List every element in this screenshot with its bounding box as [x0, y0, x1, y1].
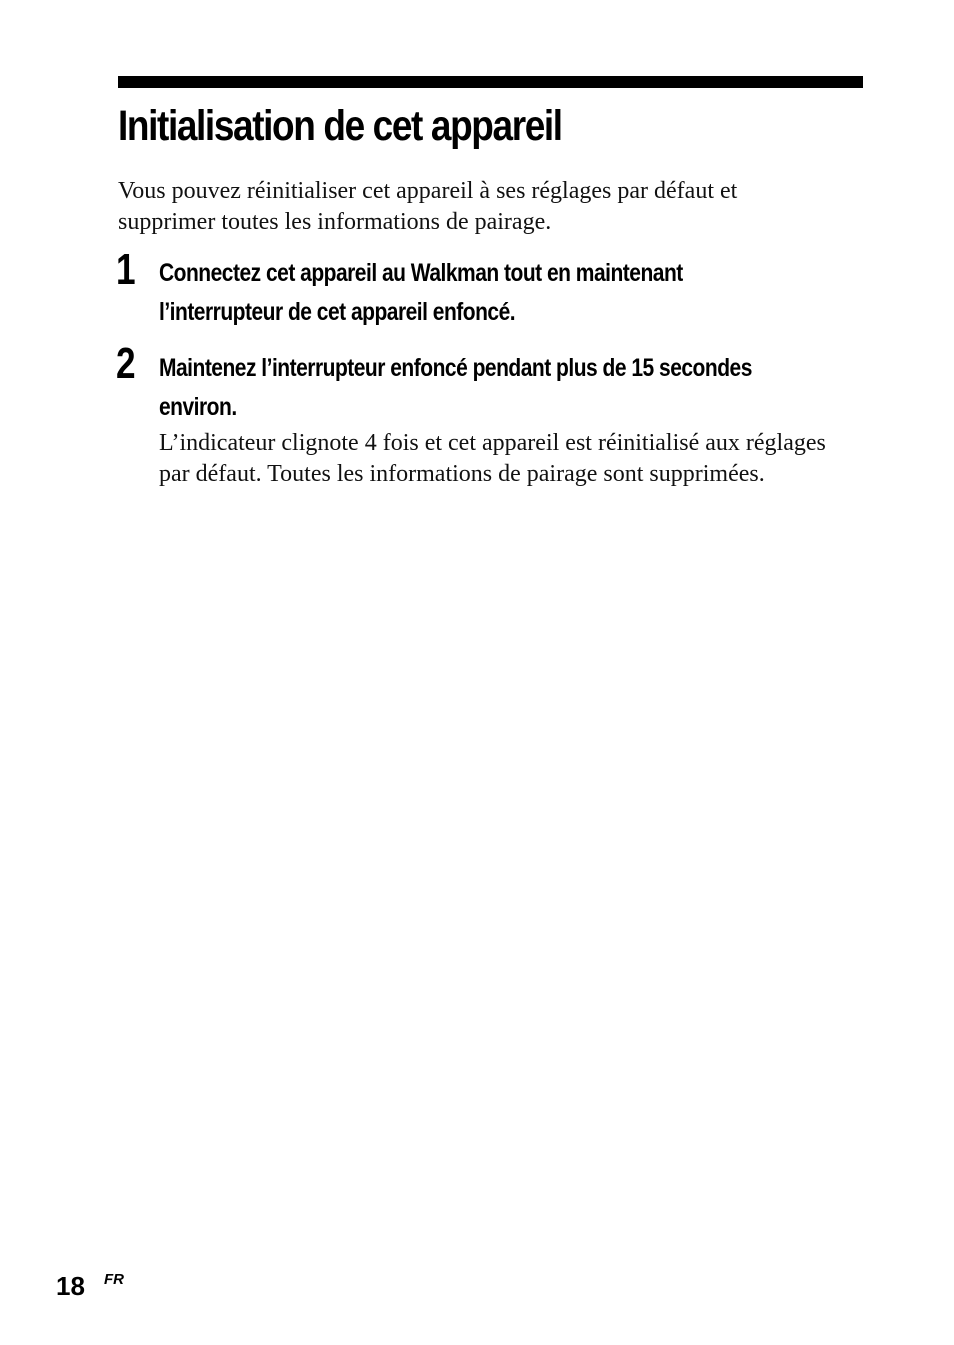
intro-paragraph: Vous pouvez réinitialiser cet appareil à ses réglages par défaut et supprimer toutes les informations de pairage.: [118, 178, 738, 235]
step-2-description: L’indicateur clignote 4 fois et cet appareil est réinitialisé aux réglages par défaut. Toutes les informations de pairage sont supprimées.: [159, 430, 826, 487]
page-footer: [56, 1268, 124, 1304]
language-code: FR: [104, 1271, 124, 1288]
step-1-number: 1: [116, 245, 136, 294]
step-2-line-1: Maintenez l’interrupteur enfoncé pendant plus de 15 secondes: [159, 354, 752, 382]
page-number: 18: [56, 1271, 85, 1301]
header-rule: [118, 76, 863, 88]
step-1-line-1: Connectez cet appareil au Walkman tout en maintenant: [159, 259, 683, 287]
page-title: Initialisation de cet appareil: [118, 102, 562, 150]
step-2-instruction: [159, 349, 831, 427]
step-1-line-2: l’interrupteur de cet appareil enfoncé.: [159, 298, 516, 326]
step-2-line-2: environ.: [159, 393, 237, 421]
step-2-number: 2: [116, 339, 136, 388]
step-1-instruction: [159, 254, 831, 332]
